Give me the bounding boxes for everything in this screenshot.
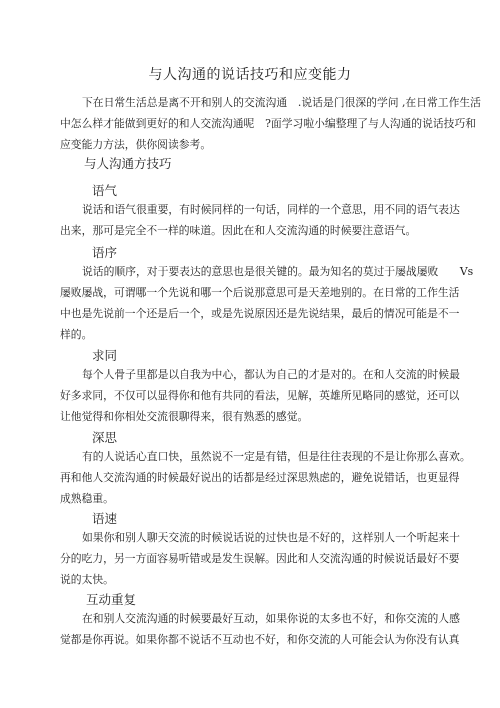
paragraph-line: 说话的顺序，对于要表达的意思也是很关键的。最为知名的莫过于屡战屡败 Vs xyxy=(82,265,474,278)
section-heading: 语速 xyxy=(92,511,118,526)
section-paragraph xyxy=(60,446,471,509)
paragraph-line: 出来，那可是完全不一样的味道。因此在和人交流沟通的时候要注意语气。 xyxy=(60,224,417,237)
section-heading: 求同 xyxy=(92,348,118,363)
paragraph-line: 中也是先说前一个还是后一个，或是先说原因还是先说结果，最后的情况可能是不一 xyxy=(60,307,460,320)
section-paragraph xyxy=(60,364,460,427)
intro-line: 中怎么样才能做到更好的和人交流沟通呢 ?面学习啦小编整理了与人沟通的说话技巧和 xyxy=(60,117,477,130)
intro-line: 下在日常生活总是离不开和别人的交流沟通 .说话是门很深的学问 ,在日常工作生活 xyxy=(82,96,481,109)
section-paragraph xyxy=(60,527,460,590)
paragraph-line: 让他觉得和你相处交流很聊得来，很有熟悉的感觉。 xyxy=(60,410,309,423)
section-heading: 语序 xyxy=(92,245,118,260)
paragraph-line: 再和他人交流沟通的时候最好说出的话都是经过深思熟虑的，避免说错话，也更显得 xyxy=(60,471,460,484)
intro-line: 应变能力方法，供你阅读参考。 xyxy=(60,138,212,151)
paragraph-line: 成熟稳重。 xyxy=(60,492,114,505)
paragraph-line: 有的人说话心直口快，虽然说不一定是有错，但是往往表现的不是让你那么喜欢。 xyxy=(82,450,471,463)
section-paragraph xyxy=(60,261,474,345)
page-title: 与人沟通的说话技巧和应变能力 xyxy=(148,67,352,83)
paragraph-line: 样的。 xyxy=(60,328,93,341)
subtitle-heading: 与人沟通方技巧 xyxy=(84,156,172,171)
paragraph-line: 每个人骨子里都是以自我为中心，都认为自己的才是对的。在和人交流的时候最 xyxy=(82,368,460,381)
paragraph-line: 如果你和别人聊天交流的时候说话说的过快也是不好的，这样别人一个听起来十 xyxy=(82,531,460,544)
section-heading: 互动重复 xyxy=(86,592,137,607)
paragraph-line: 在和别人交流沟通的时候要最好互动，如果你说的太多也不好，和你交流的人感 xyxy=(82,612,460,625)
intro-paragraph xyxy=(60,92,481,155)
paragraph-line: 觉都是你再说。如果你都不说话不互动也不好，和你交流的人可能会认为你没有认真 xyxy=(60,633,460,646)
section-heading: 语气 xyxy=(92,183,118,198)
section-heading: 深思 xyxy=(92,430,118,445)
section-paragraph xyxy=(60,608,460,650)
section-paragraph xyxy=(60,199,460,241)
paragraph-line: 屡败屡战，可谓哪一个先说和哪一个后说那意思可是天差地别的。在日常的工作生活 xyxy=(60,286,460,299)
paragraph-line: 说的太快。 xyxy=(60,573,114,586)
paragraph-line: 分的吃力，另一方面容易听错或是发生误解。因此和人交流沟通的时候说话最好不要 xyxy=(60,552,460,565)
paragraph-line: 好多求同，不仅可以显得你和他有共同的看法，见解，英雄所见略同的感觉，还可以 xyxy=(60,389,460,402)
paragraph-line: 说话和语气很重要，有时候同样的一句话，同样的一个意思，用不同的语气表达 xyxy=(82,203,460,216)
